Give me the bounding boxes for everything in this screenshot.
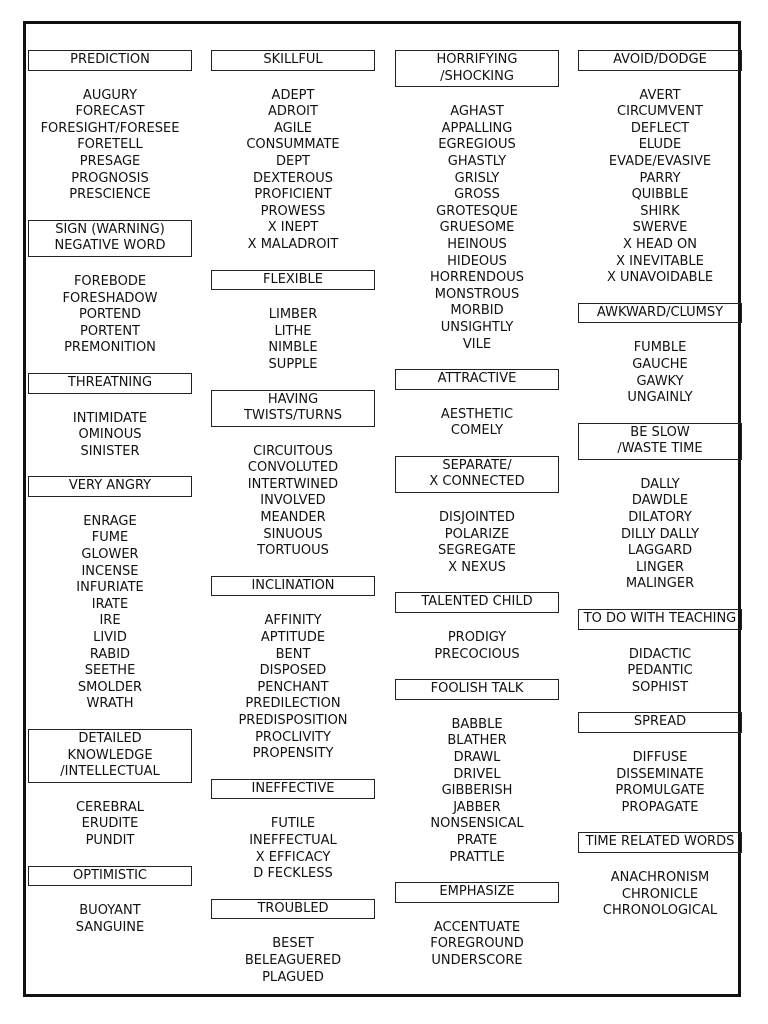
section-heading: TIME RELATED WORDS	[578, 832, 742, 853]
vocab-section	[28, 729, 192, 850]
vocab-word: FUMBLE	[633, 340, 687, 356]
word-list	[578, 88, 742, 287]
vocab-section	[395, 592, 559, 663]
vocab-word: PRODIGY	[447, 630, 507, 646]
word-list	[395, 407, 559, 440]
vocab-word: ADEPT	[271, 87, 315, 103]
vocab-section	[395, 882, 559, 969]
column-4	[578, 50, 742, 936]
vocab-word: UNGAINLY	[627, 390, 693, 406]
vocab-word: PEDANTIC	[627, 663, 693, 679]
vocab-word: VILE	[462, 336, 492, 352]
word-list	[211, 444, 375, 560]
vocab-word: CONSUMMATE	[246, 137, 340, 153]
vocab-word: INVOLVED	[260, 493, 326, 509]
section-heading: SKILLFUL	[211, 50, 375, 71]
vocab-word: TORTUOUS	[257, 543, 329, 559]
word-list	[395, 920, 559, 970]
vocab-word: X INEVITABLE	[616, 253, 704, 269]
vocab-word: RABID	[89, 646, 131, 662]
vocab-word: JABBER	[453, 799, 501, 815]
vocab-word: CHRONOLOGICAL	[602, 903, 718, 919]
vocab-word: PRESAGE	[79, 153, 141, 169]
vocab-word: GRISLY	[454, 170, 500, 186]
word-list	[578, 870, 742, 920]
vocab-word: FORESIGHT/FORESEE	[40, 120, 180, 136]
vocab-word: AVERT	[639, 87, 681, 103]
vocab-word: MONSTROUS	[434, 286, 520, 302]
section-heading: AVOID/DODGE	[578, 50, 742, 71]
vocab-word: INCENSE	[81, 563, 139, 579]
section-heading: PREDICTION	[28, 50, 192, 71]
word-list	[578, 477, 742, 593]
vocab-word: ADROIT	[268, 104, 318, 120]
vocab-word: DISPOSED	[259, 663, 327, 679]
vocab-word: DIDACTIC	[628, 646, 692, 662]
vocab-word: LIVID	[93, 630, 127, 646]
vocab-word: X EFFICACY	[255, 849, 331, 865]
vocab-section	[395, 679, 559, 866]
vocab-word: BENT	[275, 646, 311, 662]
vocab-section	[578, 303, 742, 407]
vocab-word: PORTENT	[80, 323, 140, 339]
vocab-word: DALLY	[640, 476, 680, 492]
vocab-word: SINISTER	[80, 443, 140, 459]
vocab-word: POLARIZE	[444, 526, 510, 542]
vocab-word: IRATE	[91, 596, 129, 612]
word-list	[395, 630, 559, 663]
vocab-word: APTITUDE	[260, 630, 326, 646]
vocab-word: CONVOLUTED	[247, 460, 339, 476]
vocab-word: GRUESOME	[439, 220, 515, 236]
section-heading: HAVING TWISTS/TURNS	[211, 390, 375, 427]
vocab-section	[578, 712, 742, 816]
word-list	[28, 514, 192, 713]
vocab-word: SWERVE	[632, 220, 688, 236]
section-heading: ATTRACTIVE	[395, 369, 559, 390]
vocab-section	[578, 609, 742, 696]
vocab-word: ENRAGE	[83, 513, 137, 529]
vocab-word: D FECKLESS	[253, 866, 333, 882]
vocab-word: CIRCUITOUS	[253, 443, 333, 459]
vocab-word: ELUDE	[638, 137, 682, 153]
vocab-word: HORRENDOUS	[429, 270, 525, 286]
vocab-word: OMINOUS	[78, 427, 142, 443]
word-list	[28, 274, 192, 357]
vocab-word: FUTILE	[270, 816, 316, 832]
column-2	[211, 50, 375, 1002]
word-list	[28, 88, 192, 204]
vocab-section	[395, 456, 559, 577]
section-heading: TALENTED CHILD	[395, 592, 559, 613]
vocab-word: X INEPT	[267, 220, 319, 236]
vocab-word: FORESHADOW	[62, 290, 158, 306]
vocab-section	[578, 423, 742, 593]
section-heading: FOOLISH TALK	[395, 679, 559, 700]
vocab-word: SMOLDER	[77, 679, 143, 695]
vocab-section	[395, 369, 559, 440]
word-list	[578, 340, 742, 406]
section-heading: FLEXIBLE	[211, 270, 375, 291]
vocab-word: PREDISPOSITION	[238, 713, 348, 728]
vocab-word: GLOWER	[81, 547, 139, 563]
vocab-word: X MALADROIT	[247, 236, 339, 252]
vocab-word: GAUCHE	[632, 356, 688, 372]
vocab-word: PRATTLE	[449, 849, 505, 865]
vocab-section	[211, 390, 375, 560]
vocab-section	[211, 779, 375, 883]
vocab-word: LAGGARD	[627, 543, 693, 559]
vocab-word: DEPT	[275, 153, 310, 169]
vocab-word: PROMULGATE	[615, 783, 705, 799]
vocab-word: DIFFUSE	[632, 750, 688, 765]
vocab-word: DAWDLE	[631, 493, 689, 509]
section-heading: VERY ANGRY	[28, 476, 192, 497]
vocab-word: BABBLE	[451, 716, 503, 732]
vocab-word: PROPENSITY	[252, 746, 334, 762]
vocab-word: CHRONICLE	[621, 886, 699, 902]
vocab-word: FUME	[91, 530, 129, 546]
column-3	[395, 50, 559, 986]
vocab-word: SANGUINE	[75, 919, 145, 935]
word-list	[211, 816, 375, 882]
vocab-word: UNDERSCORE	[431, 952, 523, 968]
word-list	[211, 88, 375, 254]
vocab-section	[211, 270, 375, 374]
vocab-word: SINUOUS	[263, 526, 323, 542]
vocab-word: GAWKY	[636, 373, 684, 389]
word-list	[395, 717, 559, 866]
vocab-word: AESTHETIC	[440, 406, 514, 422]
vocab-word: DILATORY	[628, 510, 692, 526]
vocab-word: HIDEOUS	[447, 253, 507, 269]
vocab-word: NONSENSICAL	[430, 816, 524, 832]
vocab-word: UNSIGHTLY	[440, 319, 514, 335]
vocab-word: BLATHER	[447, 733, 507, 749]
section-heading: TROUBLED	[211, 899, 375, 920]
vocab-word: HEINOUS	[447, 236, 507, 252]
vocab-word: ACCENTUATE	[433, 919, 521, 935]
vocab-word: AFFINITY	[264, 613, 322, 629]
vocab-word: PROGNOSIS	[71, 170, 149, 186]
word-list	[578, 750, 742, 816]
vocab-word: WRATH	[86, 696, 134, 712]
vocab-section	[578, 832, 742, 919]
word-list	[28, 800, 192, 850]
vocab-section	[395, 50, 559, 353]
vocab-word: DEXTEROUS	[252, 170, 334, 186]
vocab-word: PREMONITION	[64, 340, 156, 356]
vocab-section	[28, 220, 192, 357]
section-heading: DETAILED KNOWLEDGE /INTELLECTUAL	[28, 729, 192, 783]
section-heading: SEPARATE/ X CONNECTED	[395, 456, 559, 493]
section-heading: SIGN (WARNING) NEGATIVE WORD	[28, 220, 192, 257]
vocab-section	[28, 476, 192, 713]
vocab-word: GIBBERISH	[441, 783, 513, 799]
word-list	[211, 307, 375, 373]
vocab-word: DRAWL	[453, 750, 501, 765]
vocab-word: QUIBBLE	[631, 187, 689, 203]
section-heading: TO DO WITH TEACHING	[578, 609, 742, 630]
vocab-section	[211, 50, 375, 254]
vocab-word: X NEXUS	[448, 559, 506, 575]
vocab-word: GROTESQUE	[436, 203, 518, 219]
vocab-word: NIMBLE	[268, 340, 318, 356]
vocab-word: AUGURY	[82, 87, 138, 103]
vocab-word: PROFICIENT	[254, 187, 332, 203]
vocab-word: SHIRK	[640, 203, 680, 219]
section-heading: SPREAD	[578, 712, 742, 733]
vocab-word: FOREGROUND	[430, 936, 524, 952]
vocab-word: CEREBRAL	[75, 799, 145, 815]
vocab-word: EGREGIOUS	[438, 137, 516, 153]
section-heading: OPTIMISTIC	[28, 866, 192, 887]
vocab-section	[211, 899, 375, 986]
vocab-word: PUNDIT	[85, 832, 135, 848]
vocab-word: PROPAGATE	[621, 799, 699, 815]
vocab-word: PRATE	[456, 832, 498, 848]
vocab-word: MORBID	[450, 303, 504, 319]
vocab-word: SEETHE	[84, 663, 136, 679]
vocab-word: INTERTWINED	[247, 476, 339, 492]
vocab-word: CIRCUMVENT	[617, 104, 703, 120]
vocab-word: MEANDER	[260, 510, 326, 526]
vocab-word: LIMBER	[268, 307, 318, 323]
vocab-word: DISSEMINATE	[616, 766, 704, 782]
vocab-word: SUPPLE	[268, 356, 318, 372]
vocab-word: ANACHRONISM	[610, 869, 710, 885]
vocab-word: PROWESS	[260, 203, 326, 219]
vocab-word: INEFFECTUAL	[249, 832, 337, 848]
vocab-word: GROSS	[454, 187, 500, 203]
word-list	[211, 613, 375, 762]
vocab-word: INFURIATE	[76, 580, 144, 596]
section-heading: EMPHASIZE	[395, 882, 559, 903]
vocab-word: IRE	[99, 613, 121, 629]
vocab-word: PRECOCIOUS	[434, 646, 520, 662]
vocab-word: APPALLING	[441, 120, 513, 136]
vocab-word: DRIVEL	[453, 766, 501, 782]
vocab-word: LINGER	[635, 559, 685, 575]
vocab-word: PRESCIENCE	[69, 187, 151, 203]
vocab-word: ERUDITE	[81, 816, 139, 832]
word-list	[395, 104, 559, 353]
vocab-word: PROCLIVITY	[255, 729, 331, 745]
section-heading: INEFFECTIVE	[211, 779, 375, 800]
word-list	[28, 903, 192, 936]
vocab-section	[28, 50, 192, 204]
vocab-word: PREDILECTION	[245, 696, 341, 712]
vocab-word: EVADE/EVASIVE	[608, 153, 712, 169]
section-heading: BE SLOW /WASTE TIME	[578, 423, 742, 460]
vocab-word: BUOYANT	[79, 903, 141, 919]
word-list	[211, 936, 375, 986]
vocab-word: FORETELL	[77, 137, 143, 153]
vocab-word: AGHAST	[450, 104, 504, 120]
word-list	[395, 510, 559, 576]
vocab-word: INTIMIDATE	[72, 410, 148, 426]
vocab-section	[211, 576, 375, 763]
vocab-word: BELEAGUERED	[244, 952, 342, 968]
vocab-word: COMELY	[450, 423, 504, 439]
vocab-word: LITHE	[274, 323, 312, 339]
vocab-word: SOPHIST	[631, 679, 689, 695]
vocab-word: FOREBODE	[73, 273, 147, 289]
vocab-word: AGILE	[273, 120, 313, 136]
vocab-section	[578, 50, 742, 287]
section-heading: INCLINATION	[211, 576, 375, 597]
vocab-word: DILLY DALLY	[620, 526, 700, 542]
section-heading: HORRIFYING /SHOCKING	[395, 50, 559, 87]
vocab-section	[28, 866, 192, 937]
vocab-word: PENCHANT	[257, 679, 329, 695]
section-heading: AWKWARD/CLUMSY	[578, 303, 742, 324]
page-frame	[23, 21, 741, 997]
vocab-word: FORECAST	[75, 104, 145, 120]
vocab-word: PORTEND	[78, 307, 142, 323]
vocab-word: PLAGUED	[262, 969, 324, 985]
vocab-word: MALINGER	[625, 576, 695, 592]
vocab-word: DEFLECT	[630, 120, 690, 136]
vocab-word: BESET	[272, 936, 314, 952]
vocab-word: GHASTLY	[447, 153, 507, 169]
vocab-word: X HEAD ON	[622, 236, 698, 252]
word-list	[28, 411, 192, 461]
vocab-word: SEGREGATE	[438, 543, 516, 559]
vocab-word: X UNAVOIDABLE	[606, 270, 714, 286]
vocab-word: PARRY	[639, 170, 681, 186]
word-list	[578, 647, 742, 697]
vocab-section	[28, 373, 192, 460]
section-heading: THREATNING	[28, 373, 192, 394]
vocab-word: DISJOINTED	[439, 510, 515, 526]
column-1	[28, 50, 192, 952]
